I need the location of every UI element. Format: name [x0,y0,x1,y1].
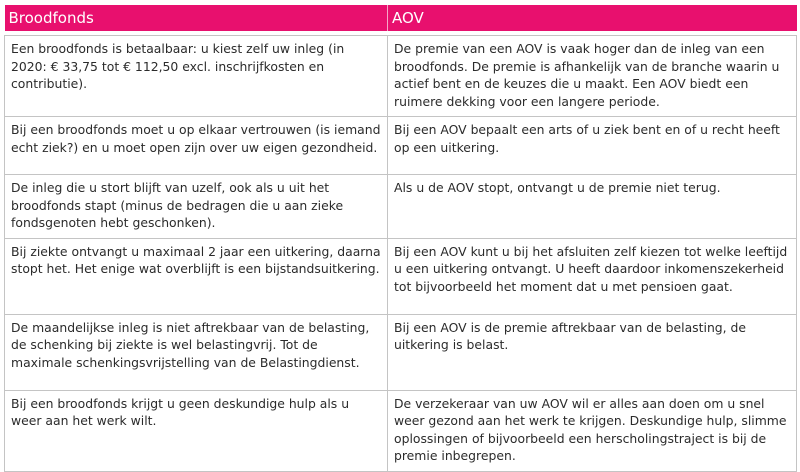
cell-broodfonds: Bij ziekte ontvangt u maximaal 2 jaar een uitkering, daarna stopt het. Het enige wat overblijft is een bijstandsuitkering. [5,238,388,314]
table-body [5,31,797,471]
table-row [5,117,797,175]
table-row [5,238,797,314]
cell-broodfonds: Bij een broodfonds krijgt u geen deskundige hulp als u weer aan het werk wilt. [5,390,388,471]
cell-broodfonds: De inleg die u stort blijft van uzelf, ook als u uit het broodfonds stapt (minus de bedragen die u aan zieke fondsgenoten hebt geschonken). [5,175,388,239]
cell-aov: De verzekeraar van uw AOV wil er alles aan doen om u snel weer gezond aan het werk te krijgen. Deskundige hulp, slimme oplossingen of bijvoorbeeld een herscholingstraject is bij de premie inbegrepen. [388,390,797,471]
cell-aov: Bij een AOV kunt u bij het afsluiten zelf kiezen tot welke leeftijd u een uitkering ontvangt. U heeft daardoor inkomenszekerheid tot bijvoorbeeld het moment dat u met pensioen gaat. [388,238,797,314]
cell-aov: Als u de AOV stopt, ontvangt u de premie niet terug. [388,175,797,239]
table-header [5,5,797,31]
cell-aov: Bij een AOV bepaalt een arts of u ziek bent en of u recht heeft op een uitkering. [388,117,797,175]
comparison-table [4,5,797,472]
table-row [5,314,797,390]
cell-broodfonds: De maandelijkse inleg is niet aftrekbaar van de belasting, de schenking bij ziekte is wel belastingvrij. Tot de maximale schenkingsvrijstelling van de Belastingdienst. [5,314,388,390]
header-row [5,5,797,31]
table-row [5,36,797,117]
cell-aov: De premie van een AOV is vaak hoger dan de inleg van een broodfonds. De premie is afhankelijk van de branche waarin u actief bent en de keuzes die u maakt. Een AOV biedt een ruimere dekking voor een langere periode. [388,36,797,117]
cell-aov: Bij een AOV is de premie aftrekbaar van de belasting, de uitkering is belast. [388,314,797,390]
cell-broodfonds: Bij een broodfonds moet u op elkaar vertrouwen (is iemand echt ziek?) en u moet open zijn over uw eigen gezondheid. [5,117,388,175]
header-broodfonds: Broodfonds [5,5,388,31]
table-row [5,175,797,239]
table-row [5,390,797,471]
cell-broodfonds: Een broodfonds is betaalbaar: u kiest zelf uw inleg (in 2020: € 33,75 tot € 112,50 excl. inschrijfkosten en contributie). [5,36,388,117]
header-aov: AOV [388,5,797,31]
